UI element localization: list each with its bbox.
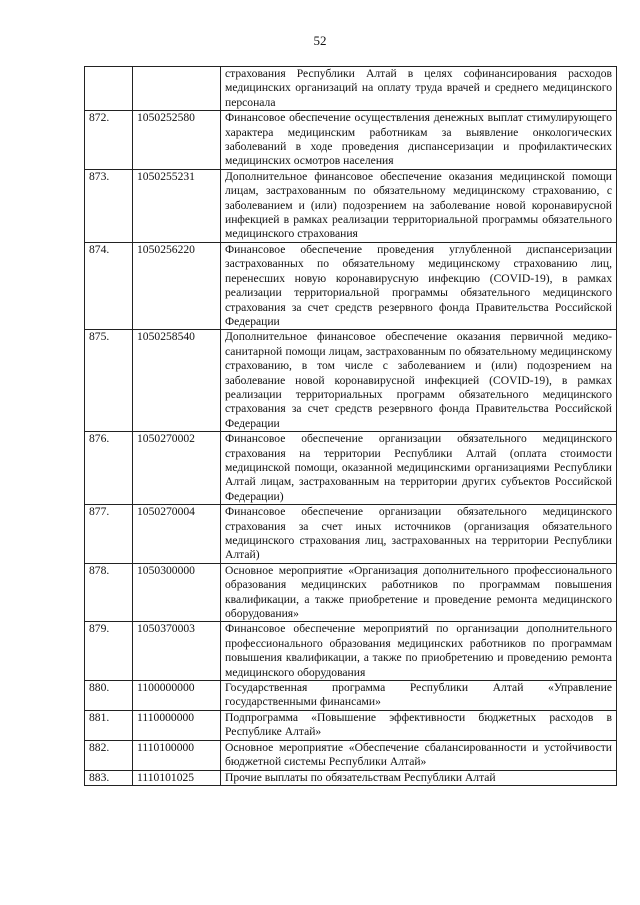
table-row <box>85 111 617 170</box>
row-description: Финансовое обеспечение организации обязательного медицинского страхования на территории Республики Алтай (оплата стоимости медицинской помощи, оказанной медицинскими организациями Республики Алтай лицам, застрахованным на территории других субъектов Российской Федерации) <box>221 432 617 505</box>
table-row <box>85 622 617 681</box>
classification-code <box>133 67 221 111</box>
row-number <box>85 67 133 111</box>
row-number: 881. <box>85 710 133 740</box>
table-row <box>85 169 617 242</box>
row-description: страхования Республики Алтай в целях софинансирования расходов медицинских организаций на оплату труда врачей и среднего медицинского персонала <box>221 67 617 111</box>
classification-code: 1110101025 <box>133 770 221 785</box>
classification-code: 1050370003 <box>133 622 221 681</box>
classification-code: 1050252580 <box>133 111 221 170</box>
row-number: 883. <box>85 770 133 785</box>
row-description: Подпрограмма «Повышение эффективности бюджетных расходов в Республике Алтай» <box>221 710 617 740</box>
row-number: 882. <box>85 740 133 770</box>
budget-classification-table <box>84 66 617 786</box>
classification-code: 1050256220 <box>133 242 221 329</box>
row-description: Основное мероприятие «Обеспечение сбалансированности и устойчивости бюджетной системы Республики Алтай» <box>221 740 617 770</box>
row-number: 875. <box>85 330 133 432</box>
classification-code: 1100000000 <box>133 681 221 711</box>
row-description: Финансовое обеспечение проведения углубленной диспансеризации застрахованных по обязательному медицинскому страхованию лиц, перенесших новую коронавирусную инфекцию (COVID-19), в рамках реализации территориальной программы обязательного медицинского страхования за счет средств резервного фонда Правительства Российской Федерации <box>221 242 617 329</box>
table-row <box>85 710 617 740</box>
row-number: 878. <box>85 563 133 622</box>
row-number: 877. <box>85 505 133 564</box>
row-number: 880. <box>85 681 133 711</box>
row-number: 872. <box>85 111 133 170</box>
table-row <box>85 242 617 329</box>
table-row <box>85 740 617 770</box>
row-description: Дополнительное финансовое обеспечение оказания первичной медико-санитарной помощи лицам, застрахованным по обязательному медицинскому страхованию, в том числе с заболеванием и (или) подозрением на заболевание новой коронавирусной инфекцией (COVID-19), в рамках реализации территориальных программ обязательного медицинского страхования за счет средств резервного фонда Правительства Российской Федерации <box>221 330 617 432</box>
table-row <box>85 681 617 711</box>
classification-code: 1050270002 <box>133 432 221 505</box>
table-row <box>85 505 617 564</box>
row-description: Финансовое обеспечение мероприятий по организации дополнительного профессионального образования медицинских работников по программам повышения квалификации, а также по приобретению и проведению ремонта медицинского оборудования <box>221 622 617 681</box>
table-row <box>85 563 617 622</box>
table-row <box>85 67 617 111</box>
row-number: 879. <box>85 622 133 681</box>
classification-code: 1050270004 <box>133 505 221 564</box>
classification-code: 1050300000 <box>133 563 221 622</box>
row-description: Финансовое обеспечение организации обязательного медицинского страхования за счет иных источников (организация обязательного медицинского страхования лиц, застрахованных на территории Республики Алтай) <box>221 505 617 564</box>
row-number: 873. <box>85 169 133 242</box>
row-description: Основное мероприятие «Организация дополнительного профессионального образования медицинских работников по программам повышения квалификации, а также приобретение и проведение ремонта медицинского оборудования» <box>221 563 617 622</box>
page-number: 52 <box>313 33 327 48</box>
row-description: Финансовое обеспечение осуществления денежных выплат стимулирующего характера медицинским работникам за выявление онкологических заболеваний в ходе проведения диспансеризации и профилактических медицинских осмотров населения <box>221 111 617 170</box>
row-description: Прочие выплаты по обязательствам Республики Алтай <box>221 770 617 785</box>
row-description: Государственная программа Республики Алтай «Управление государственными финансами» <box>221 681 617 711</box>
row-number: 876. <box>85 432 133 505</box>
table-row <box>85 330 617 432</box>
table-row <box>85 770 617 785</box>
table-row <box>85 432 617 505</box>
classification-code: 1110000000 <box>133 710 221 740</box>
classification-code: 1050255231 <box>133 169 221 242</box>
row-description: Дополнительное финансовое обеспечение оказания медицинской помощи лицам, застрахованным по обязательному медицинскому страхованию, с заболеванием и (или) подозрением на заболевание новой коронавирусной инфекцией в рамках реализации территориальной программы обязательного медицинского страхования <box>221 169 617 242</box>
row-number: 874. <box>85 242 133 329</box>
classification-code: 1050258540 <box>133 330 221 432</box>
classification-code: 1110100000 <box>133 740 221 770</box>
